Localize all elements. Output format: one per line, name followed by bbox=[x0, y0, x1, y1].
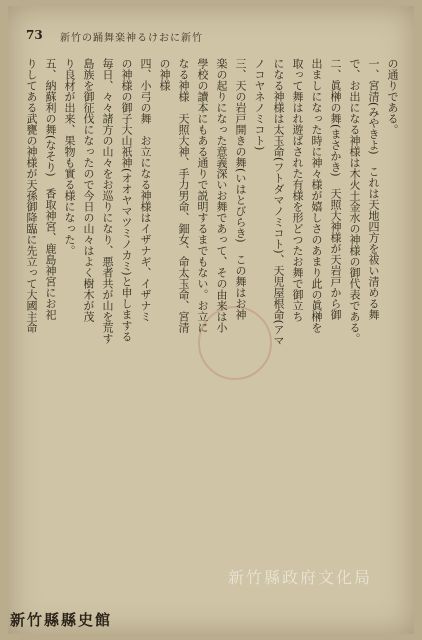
page-number: 73 bbox=[26, 28, 43, 42]
text-column: 四、小弓の舞 お立になる神様はイザナギ、イザナミ bbox=[139, 58, 152, 322]
text-column: 三、天の岩戸開きの舞(いはとびらき) この舞はお神 bbox=[234, 58, 247, 320]
page-header bbox=[26, 28, 406, 46]
text-column: 學校の讀本にもある通りで説明するまでもない。お立に bbox=[196, 58, 209, 333]
text-column: ノコヤネノミコト) bbox=[253, 58, 266, 151]
text-column: 取って舞はれ遊ばされた有様を形どつたお舞で御立ち bbox=[291, 58, 304, 322]
vertical-text-body bbox=[18, 58, 400, 618]
text-column: の神様の御子大山祇神(オオヤマツミノカミ)と申しまする bbox=[120, 58, 133, 342]
text-column: 五、納蘇利の舞(なそり) 香取神宮、鹿島神宮にお祀 bbox=[44, 58, 57, 320]
text-column: りしてある武甕の神様が天孫御降臨に先立って大國主命 bbox=[25, 58, 38, 333]
running-title: 新竹の踊舞楽神るけおに新竹 bbox=[60, 33, 203, 44]
text-column: 二、眞榊の舞(まさかき) 天照大神様が天岩戸から御 bbox=[329, 58, 342, 320]
watermark-text: 新竹縣政府文化局 bbox=[227, 568, 372, 587]
text-column: 島族を御征伐になったので今日の山々はよく樹木が茂 bbox=[82, 58, 95, 322]
text-column: の神様 bbox=[158, 58, 171, 91]
text-column: なる神様 天照大神、手力男命、鈿女、命太玉命、宮清 bbox=[177, 58, 190, 333]
archive-stamp: 新竹縣縣史館 bbox=[10, 611, 113, 629]
text-column: 出ましになった時に神々様が嬉しさのあまり此の眞榊を bbox=[310, 58, 323, 333]
text-column: 楽の起りになった意義深いお舞であって、その由来は小 bbox=[215, 58, 228, 333]
text-column: になる神様は太玉命(フトダマノミコト)、天児屋根命(アマ bbox=[272, 58, 285, 346]
text-column: 一、宮清(みやきよ) これは天地四方を祓い清める舞 bbox=[367, 58, 380, 320]
text-column: で、お出になる神様は木火土金水の神様の御代表である。 bbox=[348, 58, 361, 344]
book-page bbox=[8, 6, 414, 634]
text-column: 毎日、々々諸方の山々をお巡りになり、悪者共が山を荒す bbox=[101, 58, 114, 344]
text-column: り良材が出来、果物も實る様になった。 bbox=[63, 58, 76, 256]
text-column: の通りである。 bbox=[386, 58, 399, 135]
